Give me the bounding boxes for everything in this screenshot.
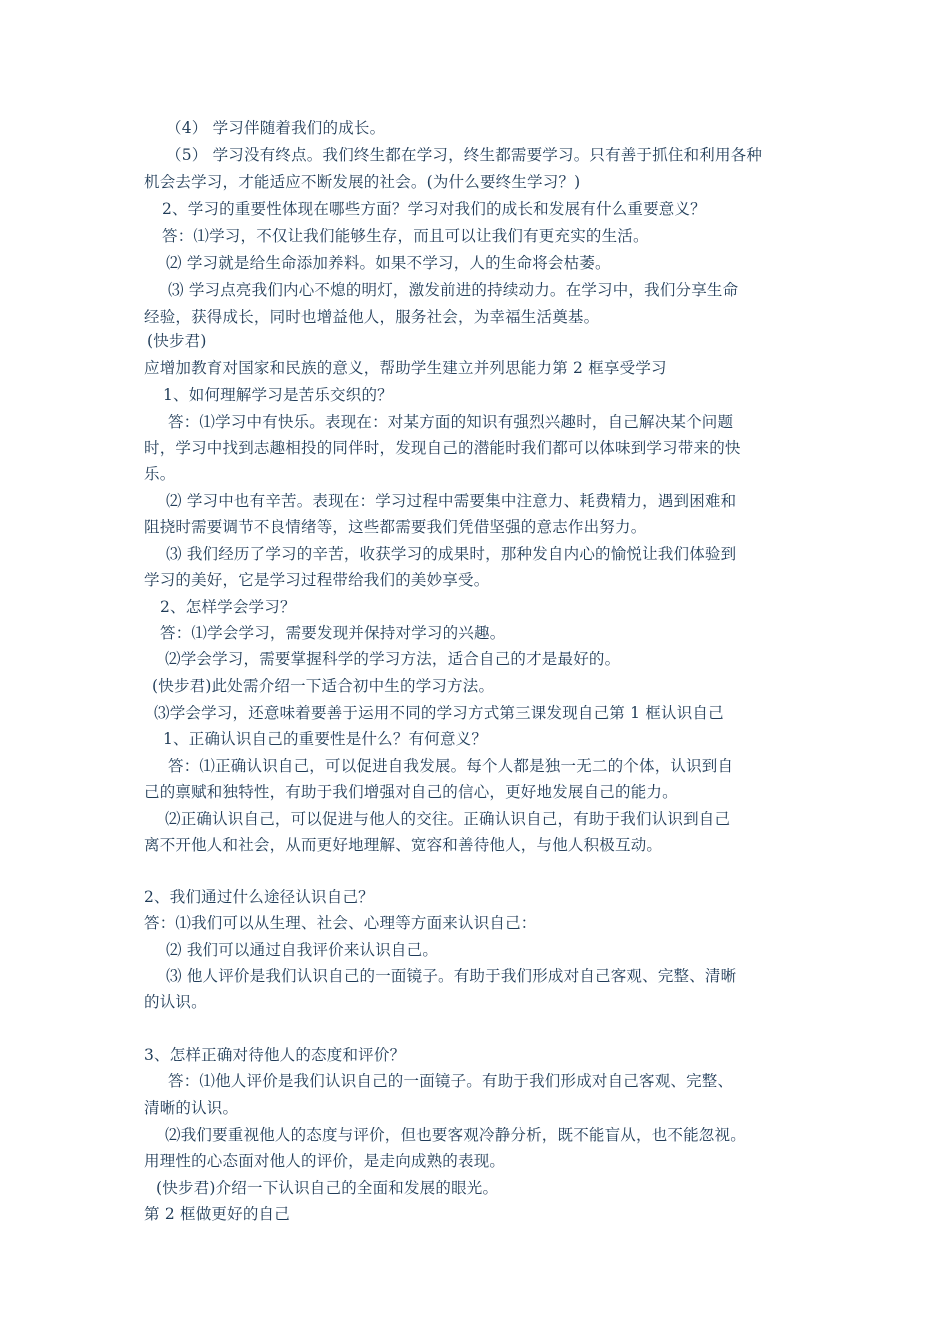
text-line: ⑶ 他人评价是我们认识自己的一面镜子。有助于我们形成对自己客观、完整、清晰 — [166, 967, 737, 985]
question-line: 2、我们通过什么途径认识自己？ — [144, 888, 374, 906]
text-line: ⑵正确认识自己，可以促进与他人的交往。正确认识自己，有助于我们认识到自己 — [165, 810, 731, 828]
text-line: 乐。 — [144, 465, 176, 483]
text-line: 经验，获得成长，同时也增益他人，服务社会，为幸福生活奠基。 — [144, 308, 600, 326]
text-line: 时，学习中找到志趣相投的同伴时，发现自己的潜能时我们都可以体味到学习带来的快 — [144, 439, 741, 457]
section-heading: 应增加教育对国家和民族的意义，帮助学生建立并列思能力第 2 框享受学习 — [144, 359, 667, 377]
text-line: 答：⑴他人评价是我们认识自己的一面镜子。有助于我们形成对自己客观、完整、 — [168, 1072, 734, 1090]
text-line: ⑵ 学习就是给生命添加养料。如果不学习，人的生命将会枯萎。 — [166, 254, 611, 272]
text-line: 学习的美好，它是学习过程带给我们的美妙享受。 — [144, 571, 490, 589]
text-line: ⑵ 学习中也有辛苦。表现在：学习过程中需要集中注意力、耗费精力，遇到困难和 — [166, 492, 737, 510]
text-line: 离不开他人和社会，从而更好地理解、宽容和善待他人，与他人积极互动。 — [144, 836, 663, 854]
text-line: ⑵学会学习，需要掌握科学的学习方法，适合自己的才是最好的。 — [165, 650, 621, 668]
text-line: 2、学习的重要性体现在哪些方面？学习对我们的成长和发展有什么重要意义？ — [162, 200, 706, 218]
section-heading: 第 2 框做更好的自己 — [144, 1205, 290, 1223]
text-line: 答：⑴学习中有快乐。表现在：对某方面的知识有强烈兴趣时，自己解决某个问题 — [168, 413, 734, 431]
text-line: 答：⑴正确认识自己，可以促进自我发展。每个人都是独一无二的个体，认识到自 — [168, 757, 734, 775]
text-line: 己的禀赋和独特性，有助于我们增强对自己的信心，更好地发展自己的能力。 — [144, 783, 678, 801]
question-line: 3、怎样正确对待他人的态度和评价？ — [144, 1046, 406, 1064]
section-heading: ⑶学会学习，还意味着要善于运用不同的学习方式第三课发现自己第 1 框认识自己 — [154, 704, 724, 722]
text-line: ⑶ 我们经历了学习的辛苦，收获学习的成果时，那种发自内心的愉悦让我们体验到 — [166, 545, 737, 563]
text-line: 机会去学习，才能适应不断发展的社会。(为什么要终生学习？) — [144, 173, 581, 191]
text-line: （4） 学习伴随着我们的成长。 — [166, 119, 386, 137]
text-line: 答：⑴学会学习，需要发现并保持对学习的兴趣。 — [160, 624, 506, 642]
text-line: 答：⑴我们可以从生理、社会、心理等方面来认识自己： — [144, 914, 537, 932]
question-line: 1、如何理解学习是苦乐交织的？ — [163, 386, 393, 404]
question-line: 1、正确认识自己的重要性是什么？有何意义？ — [163, 730, 488, 748]
text-line: 阻挠时需要调节不良情绪等，这些都需要我们凭借坚强的意志作出努力。 — [144, 518, 647, 536]
text-line: 清晰的认识。 — [144, 1099, 239, 1117]
text-line: 答：⑴学习，不仅让我们能够生存，而且可以让我们有更充实的生活。 — [162, 227, 649, 245]
text-line: 用理性的心态面对他人的评价，是走向成熟的表现。 — [144, 1152, 506, 1170]
text-line: (快步君) — [147, 332, 207, 350]
text-line: ⑶ 学习点亮我们内心不熄的明灯，激发前进的持续动力。在学习中，我们分享生命 — [168, 281, 739, 299]
text-line: 的认识。 — [144, 993, 207, 1011]
text-line: (快步君)此处需介绍一下适合初中生的学习方法。 — [152, 677, 495, 695]
text-line: ⑵我们要重视他人的态度与评价，但也要客观冷静分析，既不能盲从，也不能忽视。 — [165, 1126, 746, 1144]
text-line: ⑵ 我们可以通过自我评价来认识自己。 — [166, 941, 439, 959]
question-line: 2、怎样学会学习？ — [160, 598, 296, 616]
text-line: （5） 学习没有终点。我们终生都在学习，终生都需要学习。只有善于抓住和利用各种 — [166, 146, 763, 164]
text-line: (快步君)介绍一下认识自己的全面和发展的眼光。 — [156, 1179, 499, 1197]
